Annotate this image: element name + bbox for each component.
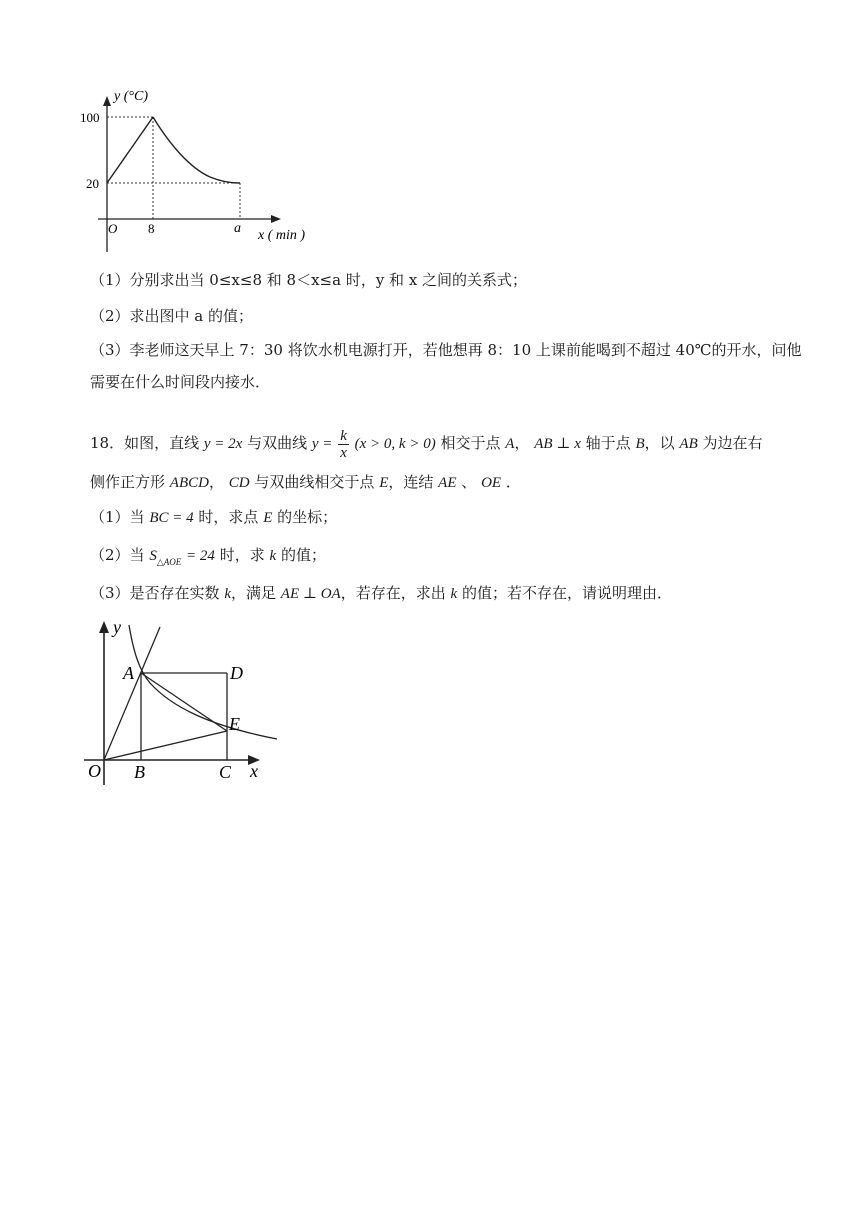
- segment-CD: CD: [228, 475, 250, 491]
- q18-text-axis: 轴于点: [585, 434, 631, 452]
- graph2-label-x: x: [250, 761, 258, 781]
- q18-text-intersect: 相交于点: [440, 434, 501, 452]
- q18-text-square: 侧作正方形: [90, 473, 166, 491]
- q18-p1-text: 时，求点: [198, 508, 259, 526]
- eq-line: y = 2x: [203, 436, 243, 452]
- q18-part2: [90, 545, 326, 572]
- q18-part1: [90, 507, 337, 528]
- graph1-tick-20: 20: [86, 176, 99, 191]
- q18-p1-suffix: 的坐标；: [277, 508, 338, 526]
- q18-p3-text1: ，满足: [231, 584, 277, 602]
- eq-perpendicular: AB ⊥ x: [534, 436, 581, 452]
- q18-p2-suffix: 的值；: [280, 546, 326, 564]
- graph1-x-label: x ( min ): [258, 228, 306, 243]
- segment-OE-line: [104, 731, 227, 760]
- fraction-denominator: x: [340, 444, 347, 461]
- graph1-tick-8: 8: [148, 221, 155, 236]
- hyperbola-curve: [129, 625, 277, 739]
- q18-text-and: 、: [461, 473, 477, 491]
- temperature-graph: [70, 80, 330, 255]
- point-A: A: [505, 436, 515, 452]
- q18-text-with: ，以: [644, 434, 675, 452]
- square-ABCD: ABCD: [169, 475, 209, 491]
- q17-part1: （1）分别求出当 0≤x≤8 和 8＜x≤a 时，y 和 x 之间的关系式；: [90, 271, 528, 289]
- point-B: B: [635, 436, 645, 452]
- q18-text-connect: ，连结: [388, 473, 434, 491]
- q18-p2-k: k: [269, 548, 277, 564]
- eq-AE-perp-OA: AE ⊥ OA: [280, 586, 341, 602]
- q18-comma2: ，: [208, 473, 224, 491]
- graph2-label-O: O: [88, 761, 101, 781]
- q18-part3: [90, 583, 672, 604]
- graph2-y-arrow: [99, 621, 109, 633]
- eq-hyperbola-condition: (x > 0, k > 0): [354, 436, 436, 452]
- graph2-label-B: B: [134, 762, 145, 782]
- q18-p1-point-E: E: [263, 510, 273, 526]
- q18-text-hyperbola: 与双曲线: [247, 434, 308, 452]
- q18-p3-k2: k: [450, 586, 458, 602]
- q17-part3-line1: （3）李老师这天早上 7：30 将饮水机电源打开，若他想再 8：10 上课前能喝到不超过 40℃的开水，问他: [90, 341, 802, 359]
- q17-part2: （2）求出图中 a 的值；: [90, 307, 254, 325]
- fraction-numerator: k: [340, 427, 347, 444]
- q18-line1: [90, 422, 763, 464]
- graph1-origin: O: [108, 221, 118, 236]
- segment-AE-line: [141, 673, 227, 731]
- area-subscript: △AOE: [156, 557, 182, 567]
- graph1-y-label: y (°C): [114, 89, 148, 104]
- segment-AE: AE: [438, 475, 457, 491]
- q18-comma1: ，: [514, 434, 530, 452]
- q18-p3-prefix: （3）是否存在实数: [90, 584, 220, 602]
- q17-part3-line2: 需要在什么时间段内接水．: [90, 373, 271, 391]
- graph2-label-D: D: [230, 663, 243, 683]
- graph1-tick-100: 100: [80, 110, 100, 125]
- segment-AB: AB: [679, 436, 698, 452]
- q18-text-intersect-E: 与双曲线相交于点: [254, 473, 375, 491]
- q18-p3-text2: ，若存在，求出: [340, 584, 446, 602]
- eq-BC: BC = 4: [149, 510, 194, 526]
- segment-OE: OE: [481, 475, 502, 491]
- graph1-x-arrow: [271, 215, 281, 223]
- eq-area-value: = 24: [186, 548, 215, 564]
- geometry-figure: [80, 615, 280, 790]
- q18-number: 18．如图，直线: [90, 434, 200, 452]
- q18-period: ．: [505, 473, 521, 491]
- point-E: E: [379, 475, 389, 491]
- eq-hyperbola-fraction: [338, 428, 349, 461]
- q18-p2-prefix: （2）当: [90, 546, 145, 564]
- q18-p3-k: k: [224, 586, 231, 602]
- graph1-y-arrow: [103, 96, 111, 106]
- graph1-cooling-curve: [153, 117, 240, 183]
- q18-p2-text: 时，求: [219, 546, 265, 564]
- q18-p3-suffix: 的值；若不存在，请说明理由．: [461, 584, 672, 602]
- q18-p1-prefix: （1）当: [90, 508, 145, 526]
- graph1-tick-a: a: [234, 221, 241, 236]
- line-y-2x: [104, 627, 160, 760]
- graph2-label-E: E: [229, 714, 240, 734]
- q18-text-side: 为边在右: [702, 434, 763, 452]
- area-symbol: S: [149, 548, 157, 564]
- graph2-label-y: y: [113, 617, 121, 637]
- graph2-label-A: A: [123, 663, 134, 683]
- graph1-heating-segment: [107, 117, 153, 183]
- graph2-label-C: C: [219, 762, 232, 782]
- eq-hyperbola-lhs: y =: [311, 436, 333, 452]
- q18-line2: [90, 472, 521, 493]
